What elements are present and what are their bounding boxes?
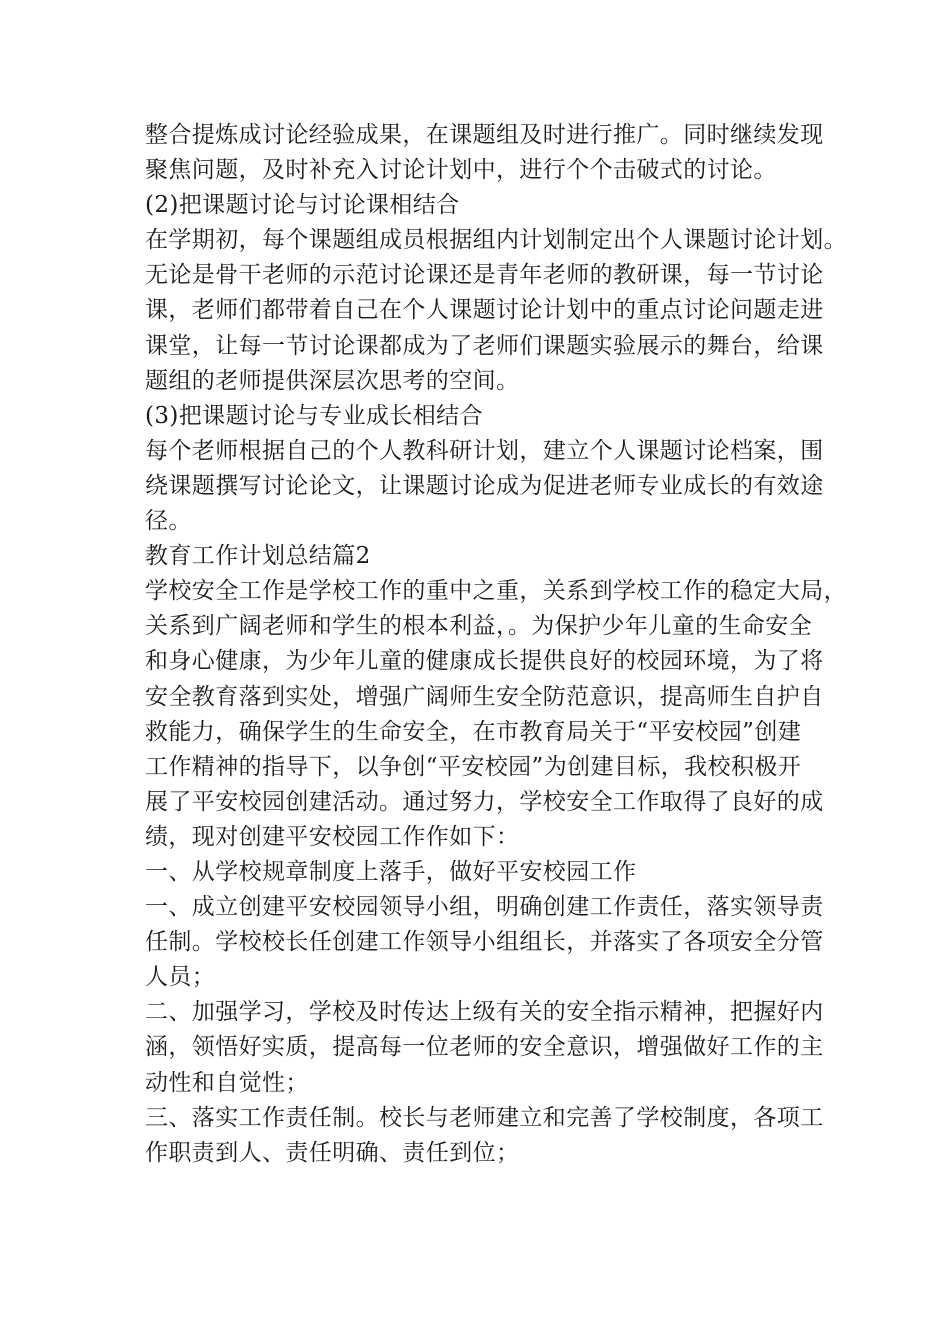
text-line: 关系到广阔老师和学生的根本利益，。为保护少年儿童的生命安全 — [145, 613, 813, 640]
subheading: 一、从学校规章制度上落手，做好平安校园工作 — [145, 858, 637, 885]
subheading: (3)把课题讨论与专业成长相结合 — [145, 402, 483, 429]
text-line: 展了平安校园创建活动。通过努力，学校安全工作取得了良好的成 — [145, 788, 824, 815]
text-line: 课，老师们都带着自己在个人课题讨论计划中的重点讨论问题走进 — [145, 297, 824, 324]
text-line: 动性和自觉性； — [145, 1069, 309, 1096]
text-line: 和身心健康，为少年儿童的健康成长提供良好的校园环境，为了将 — [145, 648, 824, 675]
text-line: 径。 — [145, 508, 192, 535]
text-line: 绩，现对创建平安校园工作作如下： — [145, 823, 520, 850]
text-line: 工作精神的指导下，以争创“平安校园”为创建目标，我校积极开 — [145, 753, 802, 780]
text-line: 聚焦问题，及时补充入讨论计划中，进行个个击破式的讨论。 — [145, 157, 777, 184]
text-line: 任制。学校校长任创建工作领导小组组长，并落实了各项安全分管 — [145, 929, 824, 956]
text-line: 课堂，让每一节讨论课都成为了老师们课题实验展示的舞台，给课 — [145, 332, 824, 359]
text-line: 学校安全工作是学校工作的重中之重，关系到学校工作的稳定大局， — [145, 578, 847, 605]
text-line: 救能力，确保学生的生命安全，在市教育局关于“平安校园”创建 — [145, 718, 802, 745]
text-line: 涵，领悟好实质，提高每一位老师的安全意识，增强做好工作的主 — [145, 1034, 824, 1061]
text-line: 一、成立创建平安校园领导小组，明确创建工作责任，落实领导责 — [145, 894, 824, 921]
text-line: 每个老师根据自己的个人教科研计划，建立个人课题讨论档案，围 — [145, 437, 824, 464]
subheading: (2)把课题讨论与讨论课相结合 — [145, 192, 460, 219]
text-line: 作职责到人、责任明确、责任到位； — [145, 1139, 520, 1166]
document-body — [145, 118, 845, 1171]
text-line: 人员； — [145, 964, 216, 991]
text-line: 绕课题撰写讨论论文，让课题讨论成为促进老师专业成长的有效途 — [145, 472, 824, 499]
text-line: 题组的老师提供深层次思考的空间。 — [145, 367, 520, 394]
text-line: 三、落实工作责任制。校长与老师建立和完善了学校制度，各项工 — [145, 1104, 824, 1131]
text-line: 整合提炼成讨论经验成果，在课题组及时进行推广。同时继续发现 — [145, 122, 824, 148]
text-line: 安全教育落到实处，增强广阔师生安全防范意识，提高师生自护自 — [145, 683, 824, 710]
text-line: 无论是骨干老师的示范讨论课还是青年老师的教研课，每一节讨论 — [145, 262, 824, 289]
text-line: 在学期初，每个课题组成员根据组内计划制定出个人课题讨论计划。 — [145, 227, 847, 254]
section-title: 教育工作计划总结篇2 — [145, 543, 371, 570]
text-line: 二、加强学习，学校及时传达上级有关的安全指示精神，把握好内 — [145, 999, 824, 1026]
